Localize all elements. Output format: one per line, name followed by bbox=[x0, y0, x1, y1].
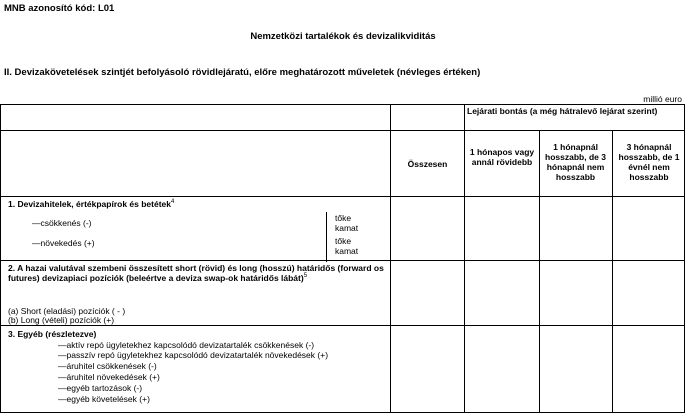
row1-increase: —növekedés (+) bbox=[32, 238, 95, 248]
col-divider bbox=[612, 130, 613, 412]
row3-item: —passzív repó ügyletekhez kapcsolódó devizatartalék növekedések (+) bbox=[58, 350, 329, 360]
col-divider bbox=[326, 212, 327, 262]
1m-3m-header: 1 hónapnál hosszabb, de 3 hónapnál nem hosszabb bbox=[545, 142, 606, 182]
row3-item: —egyéb követelések (+) bbox=[58, 394, 150, 404]
row-divider bbox=[1, 130, 684, 131]
row2-title: 2. A hazai valutával szembeni összesített short (rövid) és long (hosszú) határidős (forward os futures) devizapiaci pozíciók (beleértve a deviza swap-ok határidős lábát)$^5$ bbox=[8, 263, 384, 283]
row1-inc-interest: kamat bbox=[335, 246, 359, 256]
row3-title: 3. Egyéb (részletezve) bbox=[8, 329, 97, 339]
row2-long: (b) Long (vételi) pozíciók (+) bbox=[8, 315, 115, 325]
row-divider bbox=[1, 325, 684, 326]
mnb-code: MNB azonosító kód: L01 bbox=[4, 3, 115, 14]
total-header: Összesen bbox=[407, 159, 448, 169]
unit-label: millió euro bbox=[643, 94, 682, 104]
section-heading: II. Devizakövetelések szintjét befolyásoló rövidlejáratú, előre meghatározott műveletek (névleges értéken) bbox=[4, 67, 481, 78]
col-divider bbox=[464, 105, 465, 412]
row3-item: —aktív repó ügyletekhez kapcsolódó devizatartalék csökkenések (-) bbox=[58, 340, 315, 350]
row1-decrease: —csökkenés (-) bbox=[32, 218, 92, 228]
row1-title: 1. Devizahitelek, értékpapírok és betétek$^4$ bbox=[8, 199, 175, 209]
data-table bbox=[0, 104, 685, 413]
3m-1y-header: 3 hónapnál hosszabb, de 1 évnél nem hosszabb bbox=[618, 142, 680, 182]
col-divider bbox=[390, 105, 391, 412]
row1-dec-interest: kamat bbox=[335, 223, 359, 233]
row3-item: —áruhitel növekedések (+) bbox=[58, 372, 160, 382]
maturity-header: Lejárati bontás (a még hátralevő lejárat szerint) bbox=[467, 106, 658, 116]
up-to-1m-header: 1 hónapos vagy annál rövidebb bbox=[469, 147, 535, 167]
report-title: Nemzetközi tartalékok és devizalikviditás bbox=[250, 31, 436, 42]
row1-dec-principal: tőke bbox=[335, 213, 352, 223]
row-divider bbox=[1, 196, 684, 197]
row3-item: —egyéb tartozások (-) bbox=[58, 383, 143, 393]
row2-short: (a) Short (eladási) pozíciók ( - ) bbox=[8, 306, 126, 316]
row1-inc-principal: tőke bbox=[335, 236, 352, 246]
row3-item: —áruhitel csökkenések (-) bbox=[58, 361, 157, 371]
col-divider bbox=[539, 130, 540, 412]
row-divider bbox=[1, 260, 684, 261]
